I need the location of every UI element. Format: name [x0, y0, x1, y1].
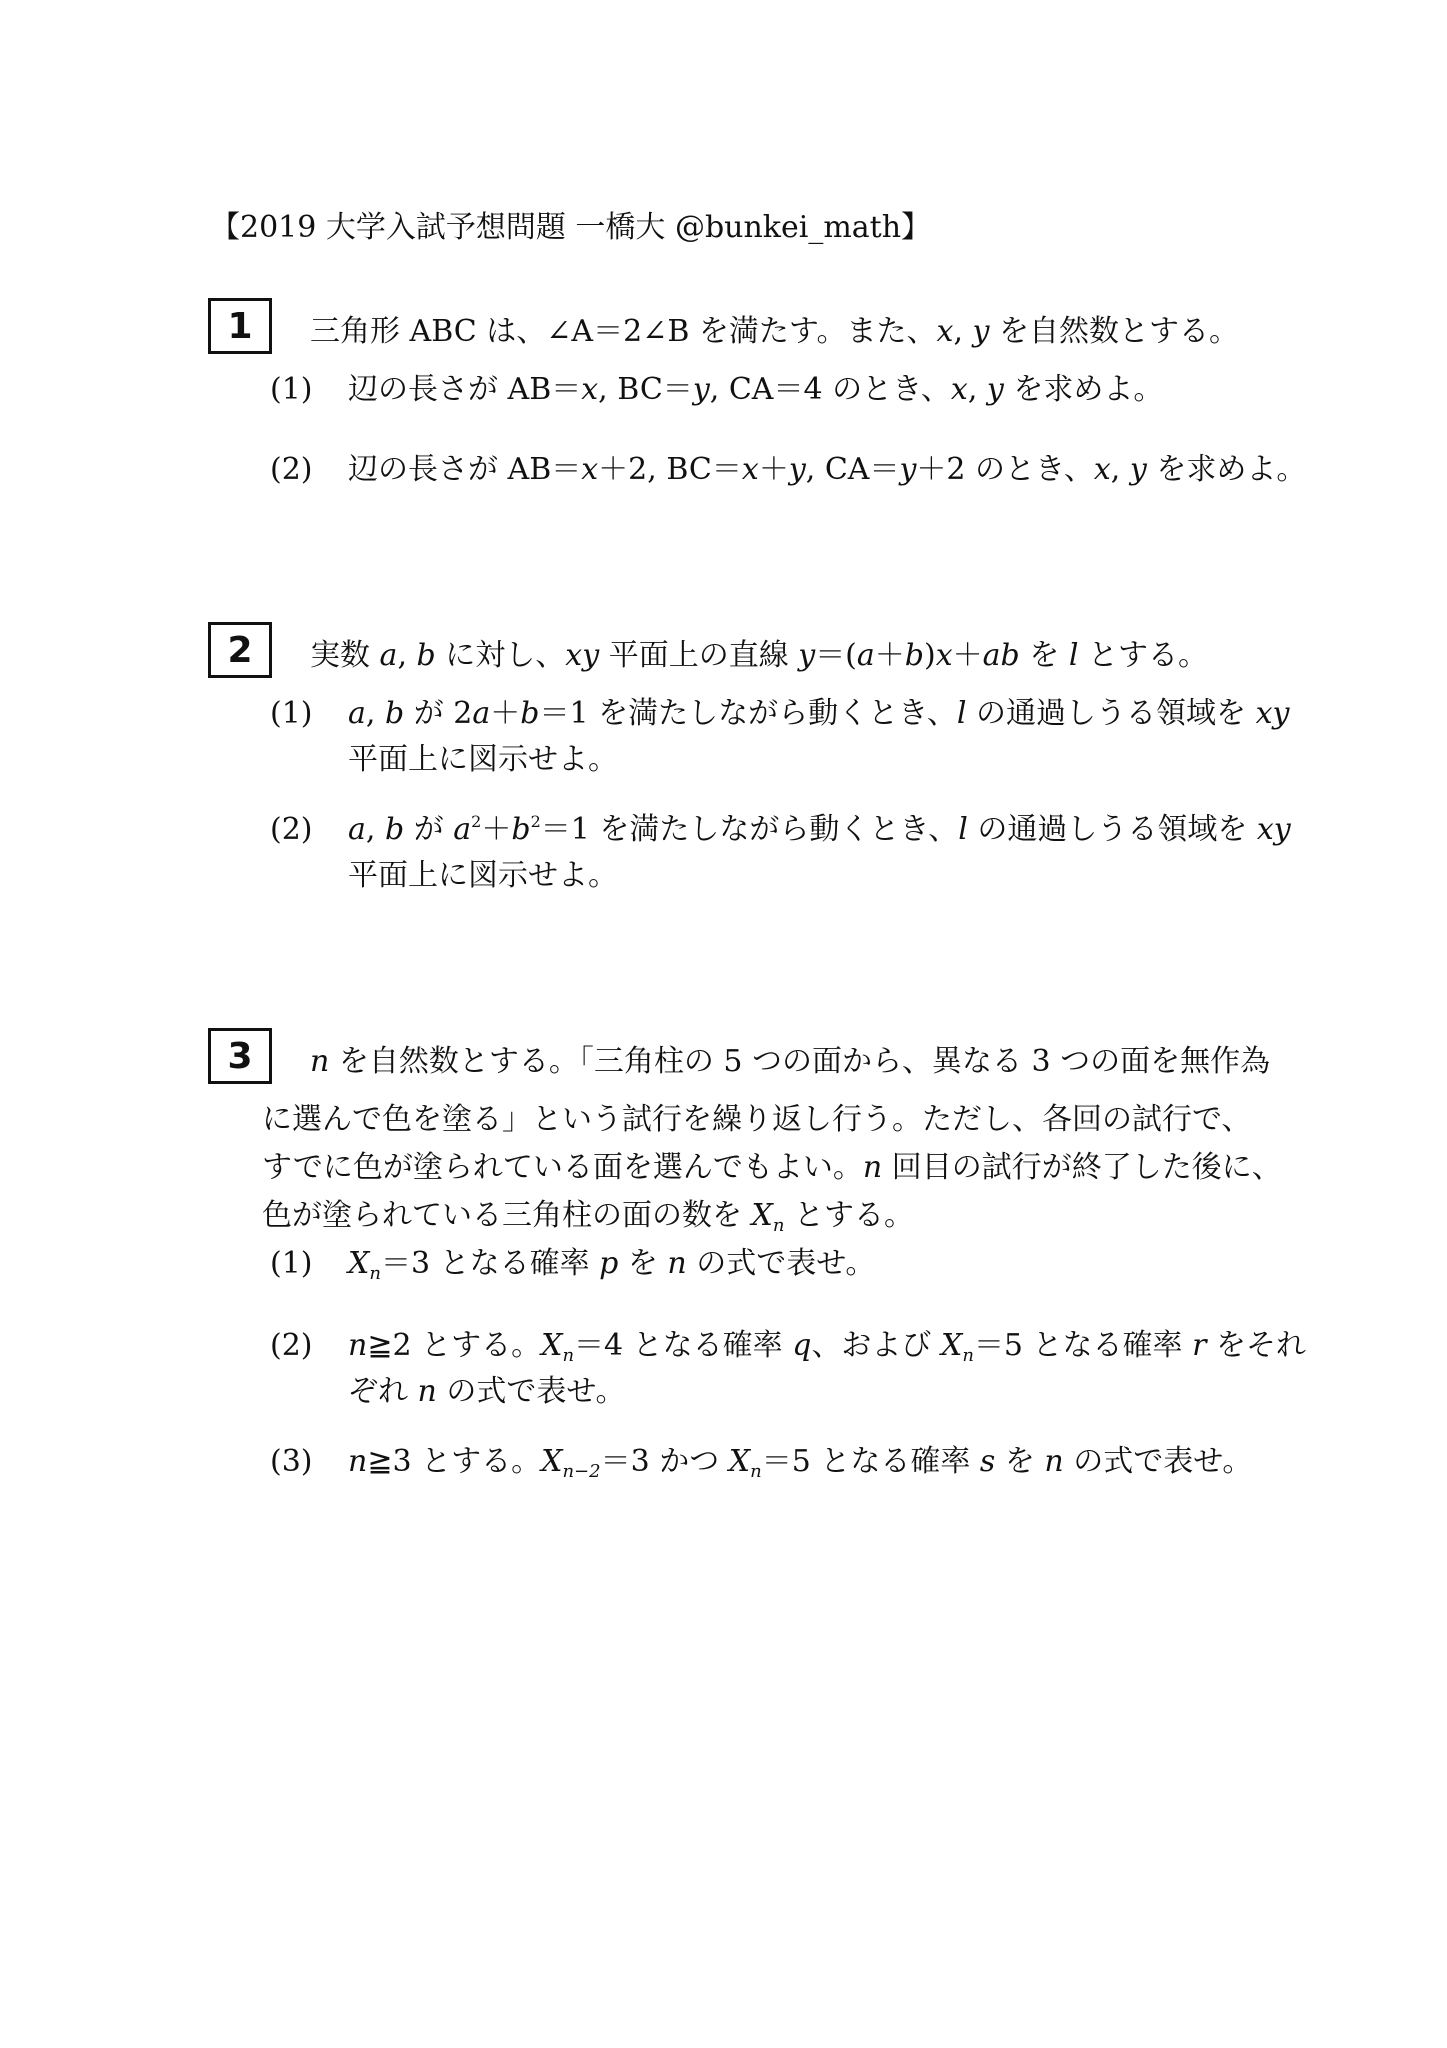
- problem-2-part-1-label: (1): [270, 696, 313, 731]
- problem-3-number-box: 3: [208, 1028, 272, 1084]
- problem-3-part-2-label: (2): [270, 1328, 313, 1363]
- problem-2-part-2-label: (2): [270, 812, 313, 847]
- page-title: 【2019 大学入試予想問題 一橋大 @bunkei_math】: [210, 210, 932, 245]
- problem-1-part-2-text: 辺の長さが AB＝x＋2, BC＝x＋y, CA＝y＋2 のとき、x, y を求めよ。: [348, 452, 1307, 487]
- problem-2-number-box: 2: [208, 622, 272, 678]
- problem-2-part-2-text-cont: 平面上に図示せよ。: [348, 858, 618, 893]
- problem-1-part-1-text: 辺の長さが AB＝x, BC＝y, CA＝4 のとき、x, y を求めよ。: [348, 372, 1164, 407]
- problem-1-part-2-label: (2): [270, 452, 313, 487]
- problem-2-part-1-text: a, b が 2a＋b＝1 を満たしながら動くとき、l の通過しうる領域を xy: [348, 696, 1290, 731]
- problem-3-part-3-label: (3): [270, 1444, 313, 1479]
- problem-2-statement: 実数 a, b に対し、xy 平面上の直線 y＝(a＋b)x＋ab を l とする。: [310, 638, 1208, 673]
- problem-1-part-1-label: (1): [270, 372, 313, 407]
- problem-2-part-1-text-cont: 平面上に図示せよ。: [348, 742, 618, 777]
- problem-1-statement: 三角形 ABC は、∠A＝2∠B を満たす。また、x, y を自然数とする。: [310, 314, 1240, 349]
- problem-1-number-box: 1: [208, 298, 272, 354]
- problem-2-part-2-text: a, b が $a^2+b^2=1$ を満たしながら動くとき、l の通過しうる領域を xy: [348, 812, 1291, 847]
- problem-3-part-2-text-cont: ぞれ n の式で表せ。: [348, 1374, 626, 1409]
- problem-3-part-3-text: n≧3 とする。$X_{n-2}=3$ かつ $X_n=5$ となる確率 s を n の式で表せ。: [348, 1444, 1253, 1482]
- problem-3-part-2-text: n≧2 とする。$X_n=4$ となる確率 q、および $X_n=5$ となる確率 r をそれ: [348, 1328, 1306, 1366]
- problem-3-part-1-text: $X_n=3$ となる確率 p を n の式で表せ。: [348, 1246, 876, 1284]
- problem-3-part-1-label: (1): [270, 1246, 313, 1281]
